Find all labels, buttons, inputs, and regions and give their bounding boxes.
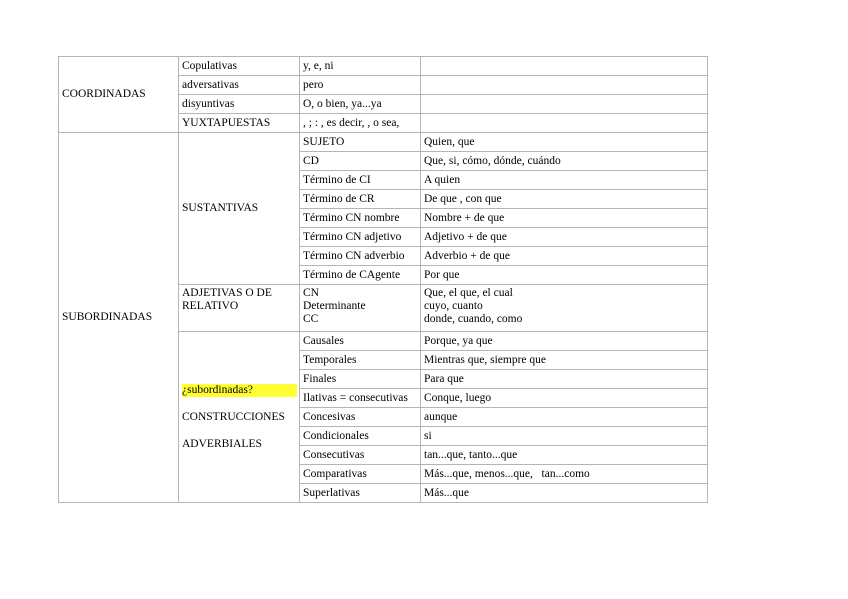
nexos-cell: Conque, luego <box>421 389 708 408</box>
nexos-line: cuyo, cuanto <box>424 300 483 312</box>
nexos-cell: Mientras que, siempre que <box>421 351 708 370</box>
clause-type-cell: Copulativas <box>179 57 300 76</box>
adjetivas-label-line: ADJETIVAS O DE <box>182 287 272 299</box>
function-cell: Término de CR <box>300 190 421 209</box>
nexos-cell: O, o bien, ya...ya <box>300 95 421 114</box>
function-line: CC <box>303 313 319 325</box>
clause-classification-table <box>58 56 708 503</box>
nexos-cell: tan...que, tanto...que <box>421 446 708 465</box>
function-cell: Término CN adverbio <box>300 247 421 266</box>
function-line: CN <box>303 287 319 299</box>
nexos-cell: Más...que <box>421 484 708 503</box>
nexos-cell: Que, si, cómo, dónde, cuándo <box>421 152 708 171</box>
empty-cell <box>421 114 708 133</box>
nexos-cell: Más...que, menos...que, tan...como <box>421 465 708 484</box>
adjetivas-functions-cell <box>300 285 421 332</box>
function-cell: Término de CAgente <box>300 266 421 285</box>
nexos-line: Que, el que, el cual <box>424 287 513 299</box>
sustantivas-label: SUSTANTIVAS <box>179 133 300 285</box>
nexos-cell: y, e, ni <box>300 57 421 76</box>
nexos-cell: pero <box>300 76 421 95</box>
nexos-cell: Nombre + de que <box>421 209 708 228</box>
nexos-cell: Para que <box>421 370 708 389</box>
nexos-line: donde, cuando, como <box>424 313 523 325</box>
nexos-cell: Adjetivo + de que <box>421 228 708 247</box>
clause-type-cell: Finales <box>300 370 421 389</box>
nexos-cell: aunque <box>421 408 708 427</box>
empty-cell <box>421 95 708 114</box>
function-cell: SUJETO <box>300 133 421 152</box>
clause-type-cell: YUXTAPUESTAS <box>179 114 300 133</box>
empty-cell <box>421 76 708 95</box>
clause-type-cell: Causales <box>300 332 421 351</box>
clause-type-cell: Concesivas <box>300 408 421 427</box>
clause-type-cell: Consecutivas <box>300 446 421 465</box>
function-cell: Término CN nombre <box>300 209 421 228</box>
empty-cell <box>421 57 708 76</box>
clause-type-cell: adversativas <box>179 76 300 95</box>
nexos-cell: Quien, que <box>421 133 708 152</box>
nexos-cell: Porque, ya que <box>421 332 708 351</box>
coordinadas-label: COORDINADAS <box>59 57 179 133</box>
nexos-cell: Por que <box>421 266 708 285</box>
table-row <box>59 133 708 152</box>
nexos-cell: , ; : , es decir, , o sea, <box>300 114 421 133</box>
nexos-cell: si <box>421 427 708 446</box>
function-cell: CD <box>300 152 421 171</box>
table-row <box>59 57 708 76</box>
function-line: Determinante <box>303 300 366 312</box>
adverbiales-label-line: CONSTRUCCIONES <box>182 410 285 423</box>
clause-type-cell: Ilativas = consecutivas <box>300 389 421 408</box>
adverbiales-label-line: ADVERBIALES <box>182 437 262 450</box>
subordinadas-question-highlight: ¿subordinadas? <box>182 384 297 397</box>
adverbiales-label <box>179 332 300 503</box>
function-cell: Término de CI <box>300 171 421 190</box>
nexos-cell: De que , con que <box>421 190 708 209</box>
adjetivas-label-line: RELATIVO <box>182 300 239 312</box>
nexos-cell: A quien <box>421 171 708 190</box>
clause-type-cell: Temporales <box>300 351 421 370</box>
adjetivas-nexos-cell <box>421 285 708 332</box>
clause-type-cell: disyuntivas <box>179 95 300 114</box>
nexos-cell: Adverbio + de que <box>421 247 708 266</box>
clause-type-cell: Condicionales <box>300 427 421 446</box>
function-cell: Término CN adjetivo <box>300 228 421 247</box>
adjetivas-label <box>179 285 300 332</box>
subordinadas-label: SUBORDINADAS <box>59 133 179 503</box>
clause-type-cell: Superlativas <box>300 484 421 503</box>
clause-type-cell: Comparativas <box>300 465 421 484</box>
